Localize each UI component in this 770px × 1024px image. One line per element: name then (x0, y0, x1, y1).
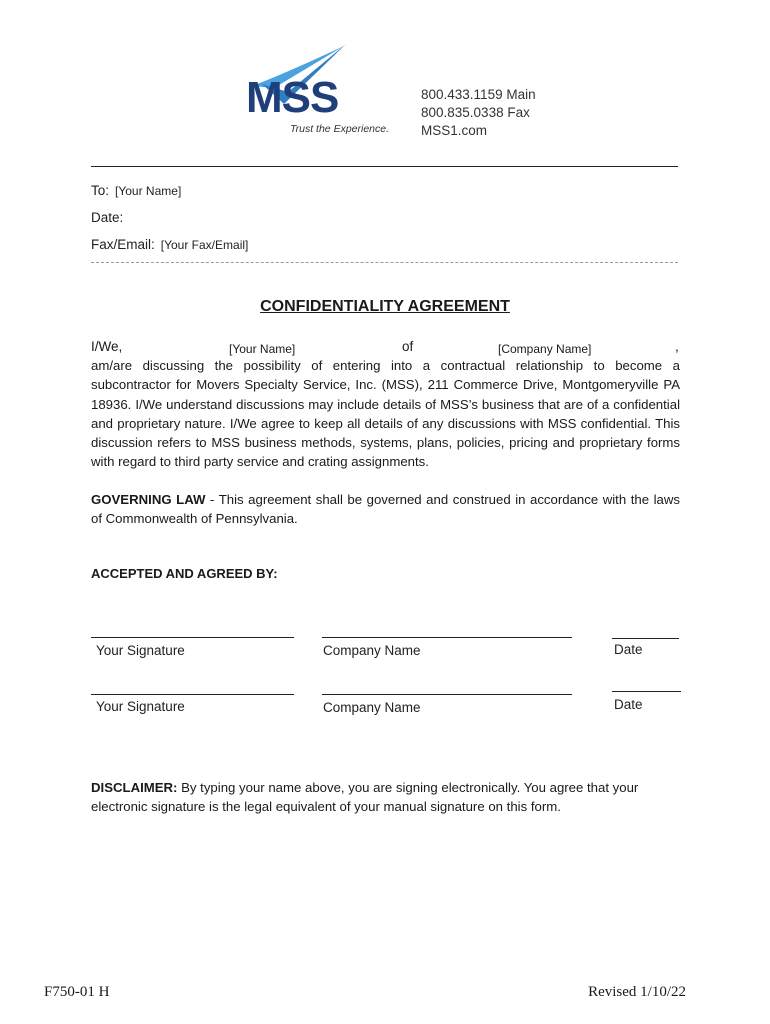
of-label: of (402, 339, 414, 354)
company-line-2[interactable] (322, 694, 572, 695)
iwe-label: I/We, (91, 339, 123, 354)
phone-main: 800.433.1159 Main (421, 87, 536, 102)
signature-label-2: Your Signature (96, 699, 185, 714)
revised-date: Revised 1/10/22 (588, 984, 686, 1000)
date-label-1: Date (614, 642, 643, 657)
signature-line-1[interactable] (91, 637, 294, 638)
date-label: Date: (91, 210, 124, 225)
fax-email-value[interactable]: [Your Fax/Email] (160, 238, 249, 252)
governing-law-heading: GOVERNING LAW (91, 492, 206, 507)
fax-email-label: Fax/Email: (91, 237, 155, 252)
website: MSS1.com (421, 123, 488, 138)
signature-label-1: Your Signature (96, 643, 185, 658)
disclaimer (91, 778, 680, 817)
name-field[interactable]: [Your Name] (229, 342, 296, 356)
company-label-2: Company Name (323, 700, 421, 715)
mss-logo (244, 44, 404, 136)
company-field[interactable]: [Company Name] (498, 342, 592, 356)
phone-fax: 800.835.0338 Fax (421, 105, 530, 120)
date-label-2: Date (614, 697, 643, 712)
company-label-1: Company Name (323, 643, 421, 658)
document-title: CONFIDENTIALITY AGREEMENT (260, 298, 510, 315)
to-label: To: (91, 183, 110, 198)
disclaimer-heading: DISCLAIMER: (91, 780, 178, 795)
intro-comma: , (675, 339, 679, 354)
form-number: F750-01 H (44, 984, 110, 1000)
accepted-heading: ACCEPTED AND AGREED BY: (91, 566, 278, 581)
governing-law (91, 490, 680, 529)
company-line-1[interactable] (322, 637, 572, 638)
logo-tagline: Trust the Experience. (290, 123, 390, 135)
logo-wordmark: MSS (246, 73, 339, 122)
fax-email-field (91, 237, 248, 252)
signature-line-2[interactable] (91, 694, 294, 695)
contact-info (421, 86, 536, 140)
disclaimer-text: By typing your name above, you are signing electronically. You agree that your electronic signature is the legal equivalent of your manual signature on this form. (91, 780, 639, 815)
header-divider (91, 166, 678, 167)
to-value[interactable]: [Your Name] (115, 184, 182, 198)
to-field (91, 183, 181, 198)
dashed-divider (91, 262, 678, 263)
date-line-2[interactable] (612, 691, 681, 692)
date-line-1[interactable] (612, 638, 679, 639)
date-field (91, 210, 129, 225)
agreement-body: am/are discussing the possibility of entering into a contractual relationship to become a subcontractor for Movers Specialty Service, Inc. (MSS), 211 Commerce Drive, Montgomeryville PA 18936. I/We understand discussions may include details of MSS’s business that are of a confidential and proprietary nature. I/We agree to keep all details of any discussions with MSS confidential. This discussion refers to MSS business methods, systems, plans, policies, pricing and proprietary forms with regard to third party service and crating assignments. (91, 358, 680, 470)
governing-law-text: - This agreement shall be governed and construed in accordance with the laws of Commonwealth of Pennsylvania. (91, 492, 680, 527)
